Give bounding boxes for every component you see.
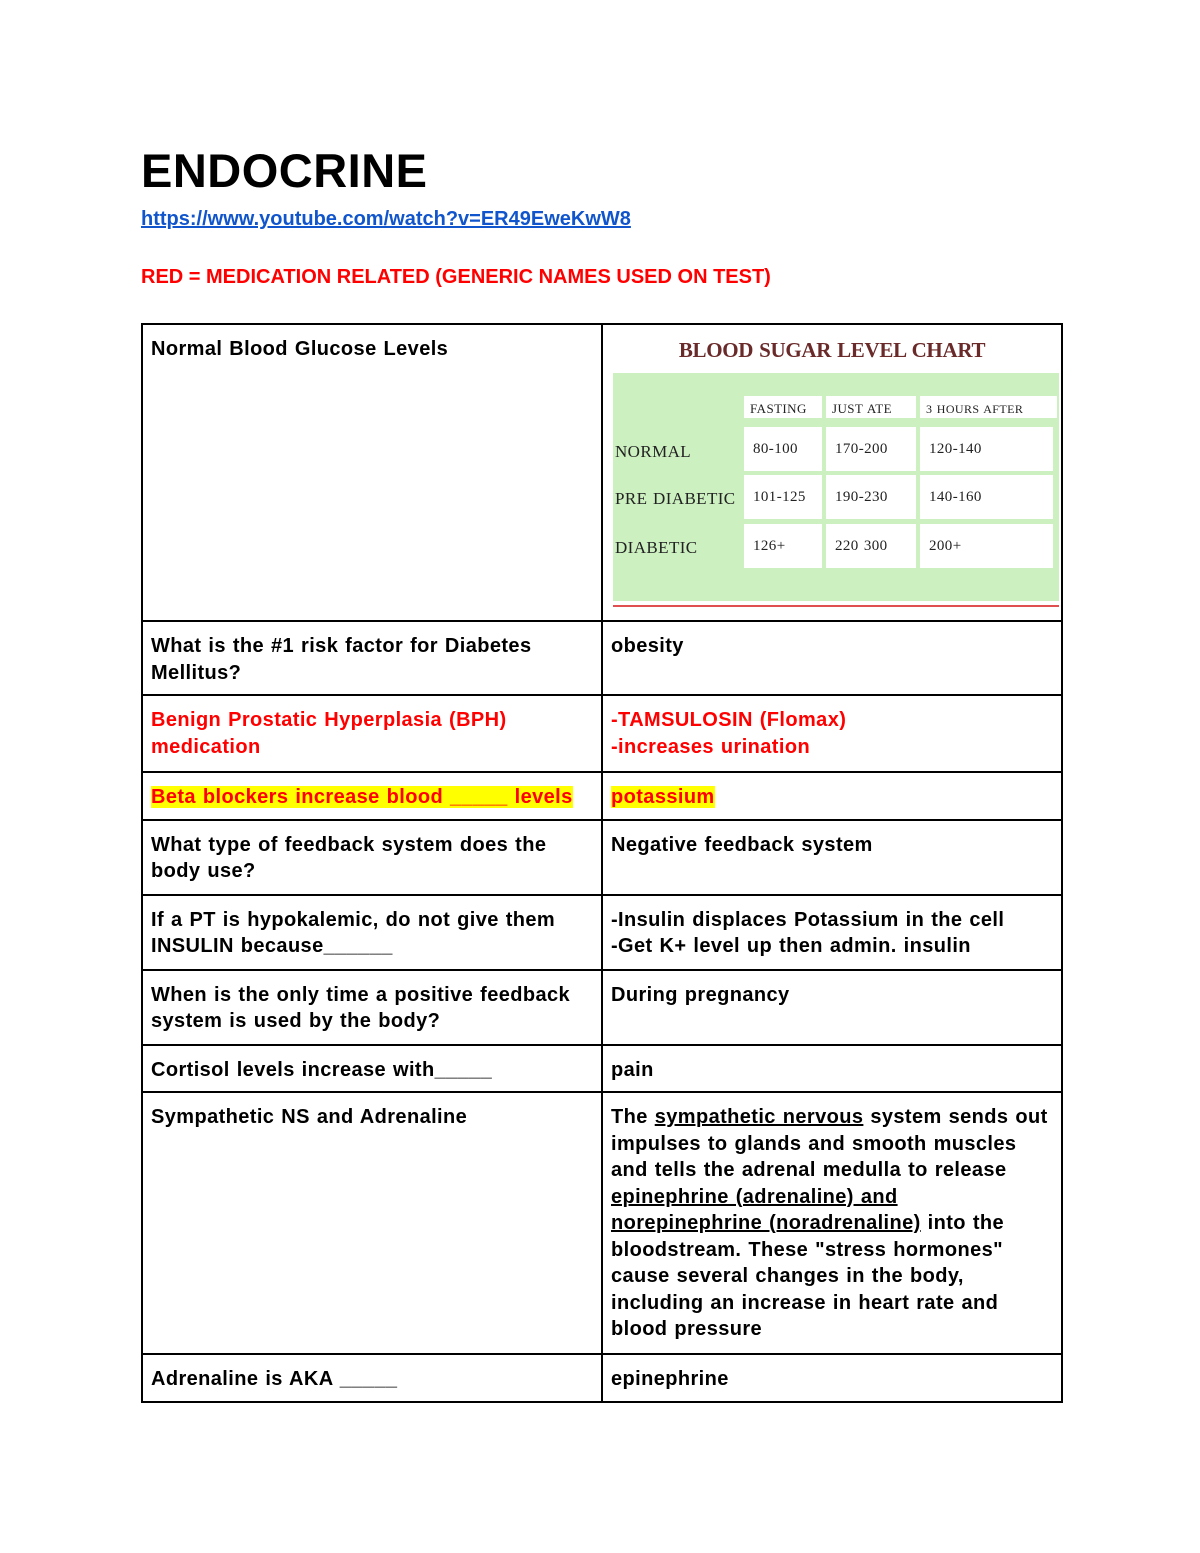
table-row — [142, 970, 1062, 1045]
answer-cell: During pregnancy — [602, 970, 1062, 1045]
chart-value: 80-100 — [744, 427, 822, 471]
answer-line: -increases urination — [611, 735, 811, 758]
chart-value: 140-160 — [920, 475, 1053, 519]
answer-cell — [602, 772, 1062, 820]
question-cell: What is the #1 risk factor for Diabetes Mellitus? — [142, 621, 602, 695]
highlighted-question: Beta blockers increase blood _____ levels — [151, 786, 573, 808]
answer-text: system sends out impulses to glands and smooth muscles and tells the adrenal medulla to release — [611, 1106, 1048, 1181]
underlined-term: epinephrine (adrenaline) and norepinephrine (noradrenaline) — [611, 1185, 921, 1234]
table-row — [142, 1045, 1062, 1093]
question-cell: Sympathetic NS and Adrenaline — [142, 1092, 602, 1354]
column-header: 3 HOURS AFTER — [920, 396, 1057, 418]
chart-value: 190-230 — [826, 475, 916, 519]
chart-value: 126+ — [744, 524, 822, 568]
table-row — [142, 324, 1062, 621]
underlined-term: sympathetic nervous — [654, 1106, 864, 1128]
chart-value: 101-125 — [744, 475, 822, 519]
table-row — [142, 772, 1062, 820]
chart-title: BLOOD SUGAR LEVEL CHART — [678, 338, 986, 362]
chart-value: 200+ — [920, 524, 1053, 568]
table-row — [142, 621, 1062, 695]
blood-sugar-chart — [603, 325, 1061, 618]
endocrine-qa-table — [141, 323, 1063, 1403]
table-row — [142, 1092, 1062, 1354]
question-cell: Adrenaline is AKA _____ — [142, 1354, 602, 1402]
table-row — [142, 820, 1062, 895]
row-label: PRE DIABETIC — [615, 489, 736, 508]
table-row — [142, 1354, 1062, 1402]
answer-line: -Get K+ level up then admin. insulin — [611, 935, 971, 957]
page-title: ENDOCRINE — [141, 144, 428, 197]
chart-value: 220 300 — [826, 524, 916, 568]
chart-value: 170-200 — [826, 427, 916, 471]
highlighted-answer: potassium — [611, 786, 715, 808]
question-cell: Normal Blood Glucose Levels — [142, 324, 602, 621]
answer-cell — [602, 695, 1062, 772]
youtube-link[interactable]: https://www.youtube.com/watch?v=ER49EweKwW8 — [141, 208, 631, 230]
chart-value: 120-140 — [920, 427, 1053, 471]
color-legend-note: RED = MEDICATION RELATED (GENERIC NAMES USED ON TEST) — [141, 266, 771, 288]
answer-line: -Insulin displaces Potassium in the cell — [611, 908, 1005, 931]
answer-cell — [602, 895, 1062, 970]
answer-cell — [602, 1092, 1062, 1354]
answer-cell: pain — [602, 1045, 1062, 1093]
table-row — [142, 695, 1062, 772]
answer-text: The — [611, 1106, 655, 1128]
answer-cell: epinephrine — [602, 1354, 1062, 1402]
answer-text: into the bloodstream. These "stress hormones" cause several changes in the body, including an increase in heart rate and blood pressure — [611, 1212, 1005, 1340]
column-header: JUST ATE — [826, 396, 916, 418]
blood-sugar-chart-cell — [602, 324, 1062, 621]
row-label: DIABETIC — [615, 538, 698, 557]
question-cell: If a PT is hypokalemic, do not give them INSULIN because______ — [142, 895, 602, 970]
question-cell: When is the only time a positive feedback system is used by the body? — [142, 970, 602, 1045]
question-cell — [142, 772, 602, 820]
table-row — [142, 895, 1062, 970]
answer-line: -TAMSULOSIN (Flomax) — [611, 709, 847, 731]
question-cell: Cortisol levels increase with_____ — [142, 1045, 602, 1093]
answer-cell: obesity — [602, 621, 1062, 695]
question-cell: What type of feedback system does the body use? — [142, 820, 602, 895]
answer-cell: Negative feedback system — [602, 820, 1062, 895]
chart-divider — [613, 605, 1059, 607]
column-header: FASTING — [744, 396, 822, 418]
row-label: NORMAL — [615, 442, 692, 461]
question-cell: Benign Prostatic Hyperplasia (BPH) medication — [142, 695, 602, 772]
